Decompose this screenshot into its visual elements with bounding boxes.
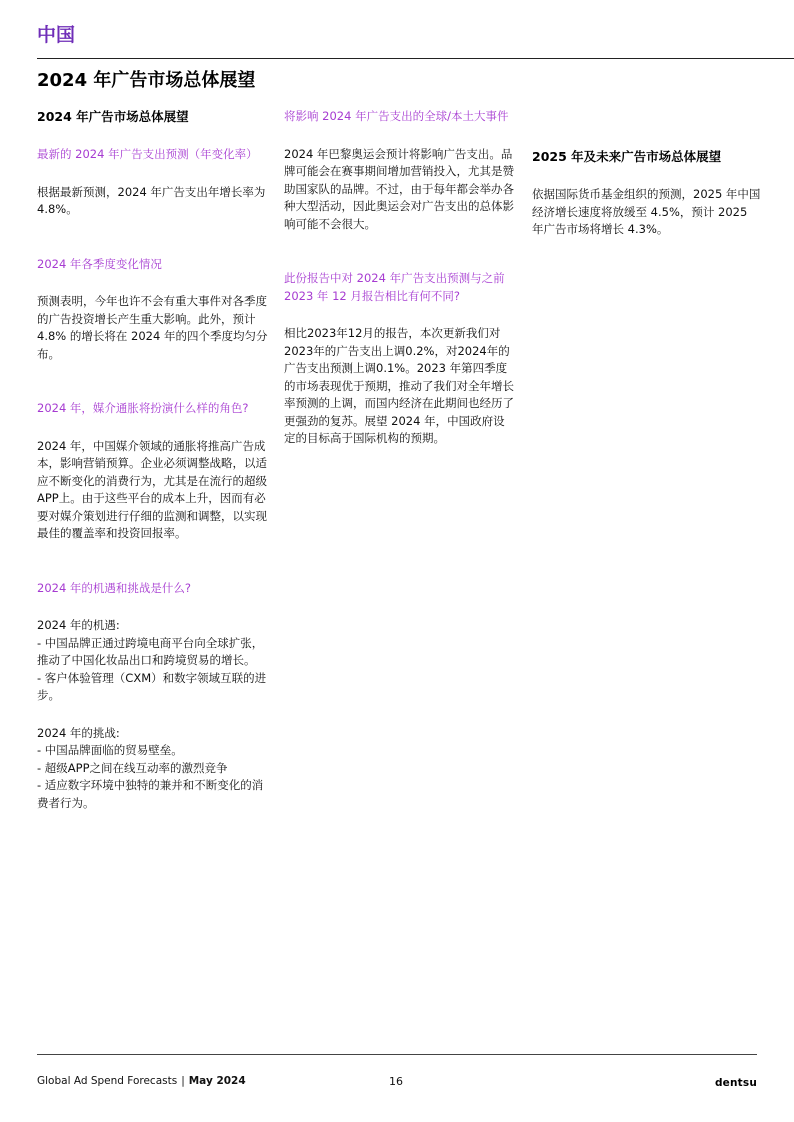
- question-forecast: 最新的 2024 年广告支出预测（年变化率）: [37, 147, 258, 161]
- opportunity-item: - 中国品牌正通过跨境电商平台向全球扩张，推动了中国化妆品出口和跨境贸易的增长。: [37, 635, 264, 667]
- region-label: 中国: [37, 24, 76, 46]
- outlook-heading: 2025 年及未来广告市场总体展望: [532, 149, 722, 164]
- footer-separator: |: [181, 1075, 185, 1087]
- section-heading: 2024 年广告市场总体展望: [37, 109, 189, 124]
- answer-quarterly: 预测表明，今年也许不会有重大事件对各季度的广告投资增长产生重大影响。此外，预计 4.8% 的增长将在 2024 年的四个季度均匀分布。: [37, 294, 268, 361]
- question-events: 将影响 2024 年广告支出的全球/本土大事件: [284, 109, 509, 123]
- footer-divider: [37, 1054, 757, 1055]
- answer-outlook: 依据国际货币基金组织的预测，2025 年中国经济增长速度将放缓至 4.5%，预计 2025 年广告市场将增长 4.3%。: [532, 187, 761, 236]
- question-opportunities: 2024 年的机遇和挑战是什么?: [37, 580, 192, 595]
- column-right: [532, 148, 762, 239]
- page-number: 16: [389, 1075, 403, 1088]
- question-comparison: 此份报告中对 2024 年广告支出预测与之前 2023 年 12 月报告相比有何不同?: [284, 271, 505, 303]
- footer-report: [37, 1075, 246, 1087]
- challenge-item: - 适应数字环境中独特的兼并和不断变化的消费者行为。: [37, 778, 264, 810]
- opportunities-title: 2024 年的机遇:: [37, 618, 120, 632]
- answer-comparison: 相比2023年12月的报告，本次更新我们对2023年的广告支出上调0.2%，对2024年的广告支出预测上调0.1%。2023 年第四季度的市场表现优于预期，推动了我们对全年增长率预测的上调，而国内经济在此期间也经历了更强劲的复苏。展望 2024 年，中国政府设定的目标高于国际机构的预期。: [284, 326, 514, 445]
- challenge-item: - 中国品牌面临的贸易壁垒。: [37, 743, 183, 757]
- top-divider: [37, 58, 794, 59]
- answer-forecast: 根据最新预测，2024 年广告支出年增长率为 4.8%。: [37, 184, 266, 216]
- answer-inflation: 2024 年，中国媒介领域的通胀将推高广告成本，影响营销预算。企业必须调整战略，以适应不断变化的消费行为，尤其是在流行的超级APP上。由于这些平台的成本上升，因而有必要对媒介策划进行仔细的监测和调整，以实现最佳的覆盖率和投资回报率。: [37, 438, 267, 540]
- report-name: Global Ad Spend Forecasts: [37, 1075, 178, 1087]
- challenge-item: - 超级APP之间在线互动率的激烈竞争: [37, 760, 228, 775]
- brand-logo: dentsu: [714, 1077, 757, 1089]
- challenges-title: 2024 年的挑战:: [37, 725, 120, 740]
- report-date: May 2024: [188, 1075, 246, 1087]
- column-left: [37, 108, 269, 812]
- page-title: 2024 年广告市场总体展望: [37, 70, 256, 91]
- column-middle: [284, 108, 516, 448]
- question-quarterly: 2024 年各季度变化情况: [37, 256, 162, 271]
- opportunity-item: - 客户体验管理（CXM）和数字领域互联的进步。: [37, 670, 267, 702]
- answer-events: 2024 年巴黎奥运会预计将影响广告支出。品牌可能会在赛事期间增加营销投入，尤其是赞助国家队的品牌。不过，由于每年都会举办各种大型活动，因此奥运会对广告支出的总体影响可能不会很大。: [284, 146, 514, 231]
- question-inflation: 2024 年，媒介通胀将扮演什么样的角色?: [37, 401, 249, 415]
